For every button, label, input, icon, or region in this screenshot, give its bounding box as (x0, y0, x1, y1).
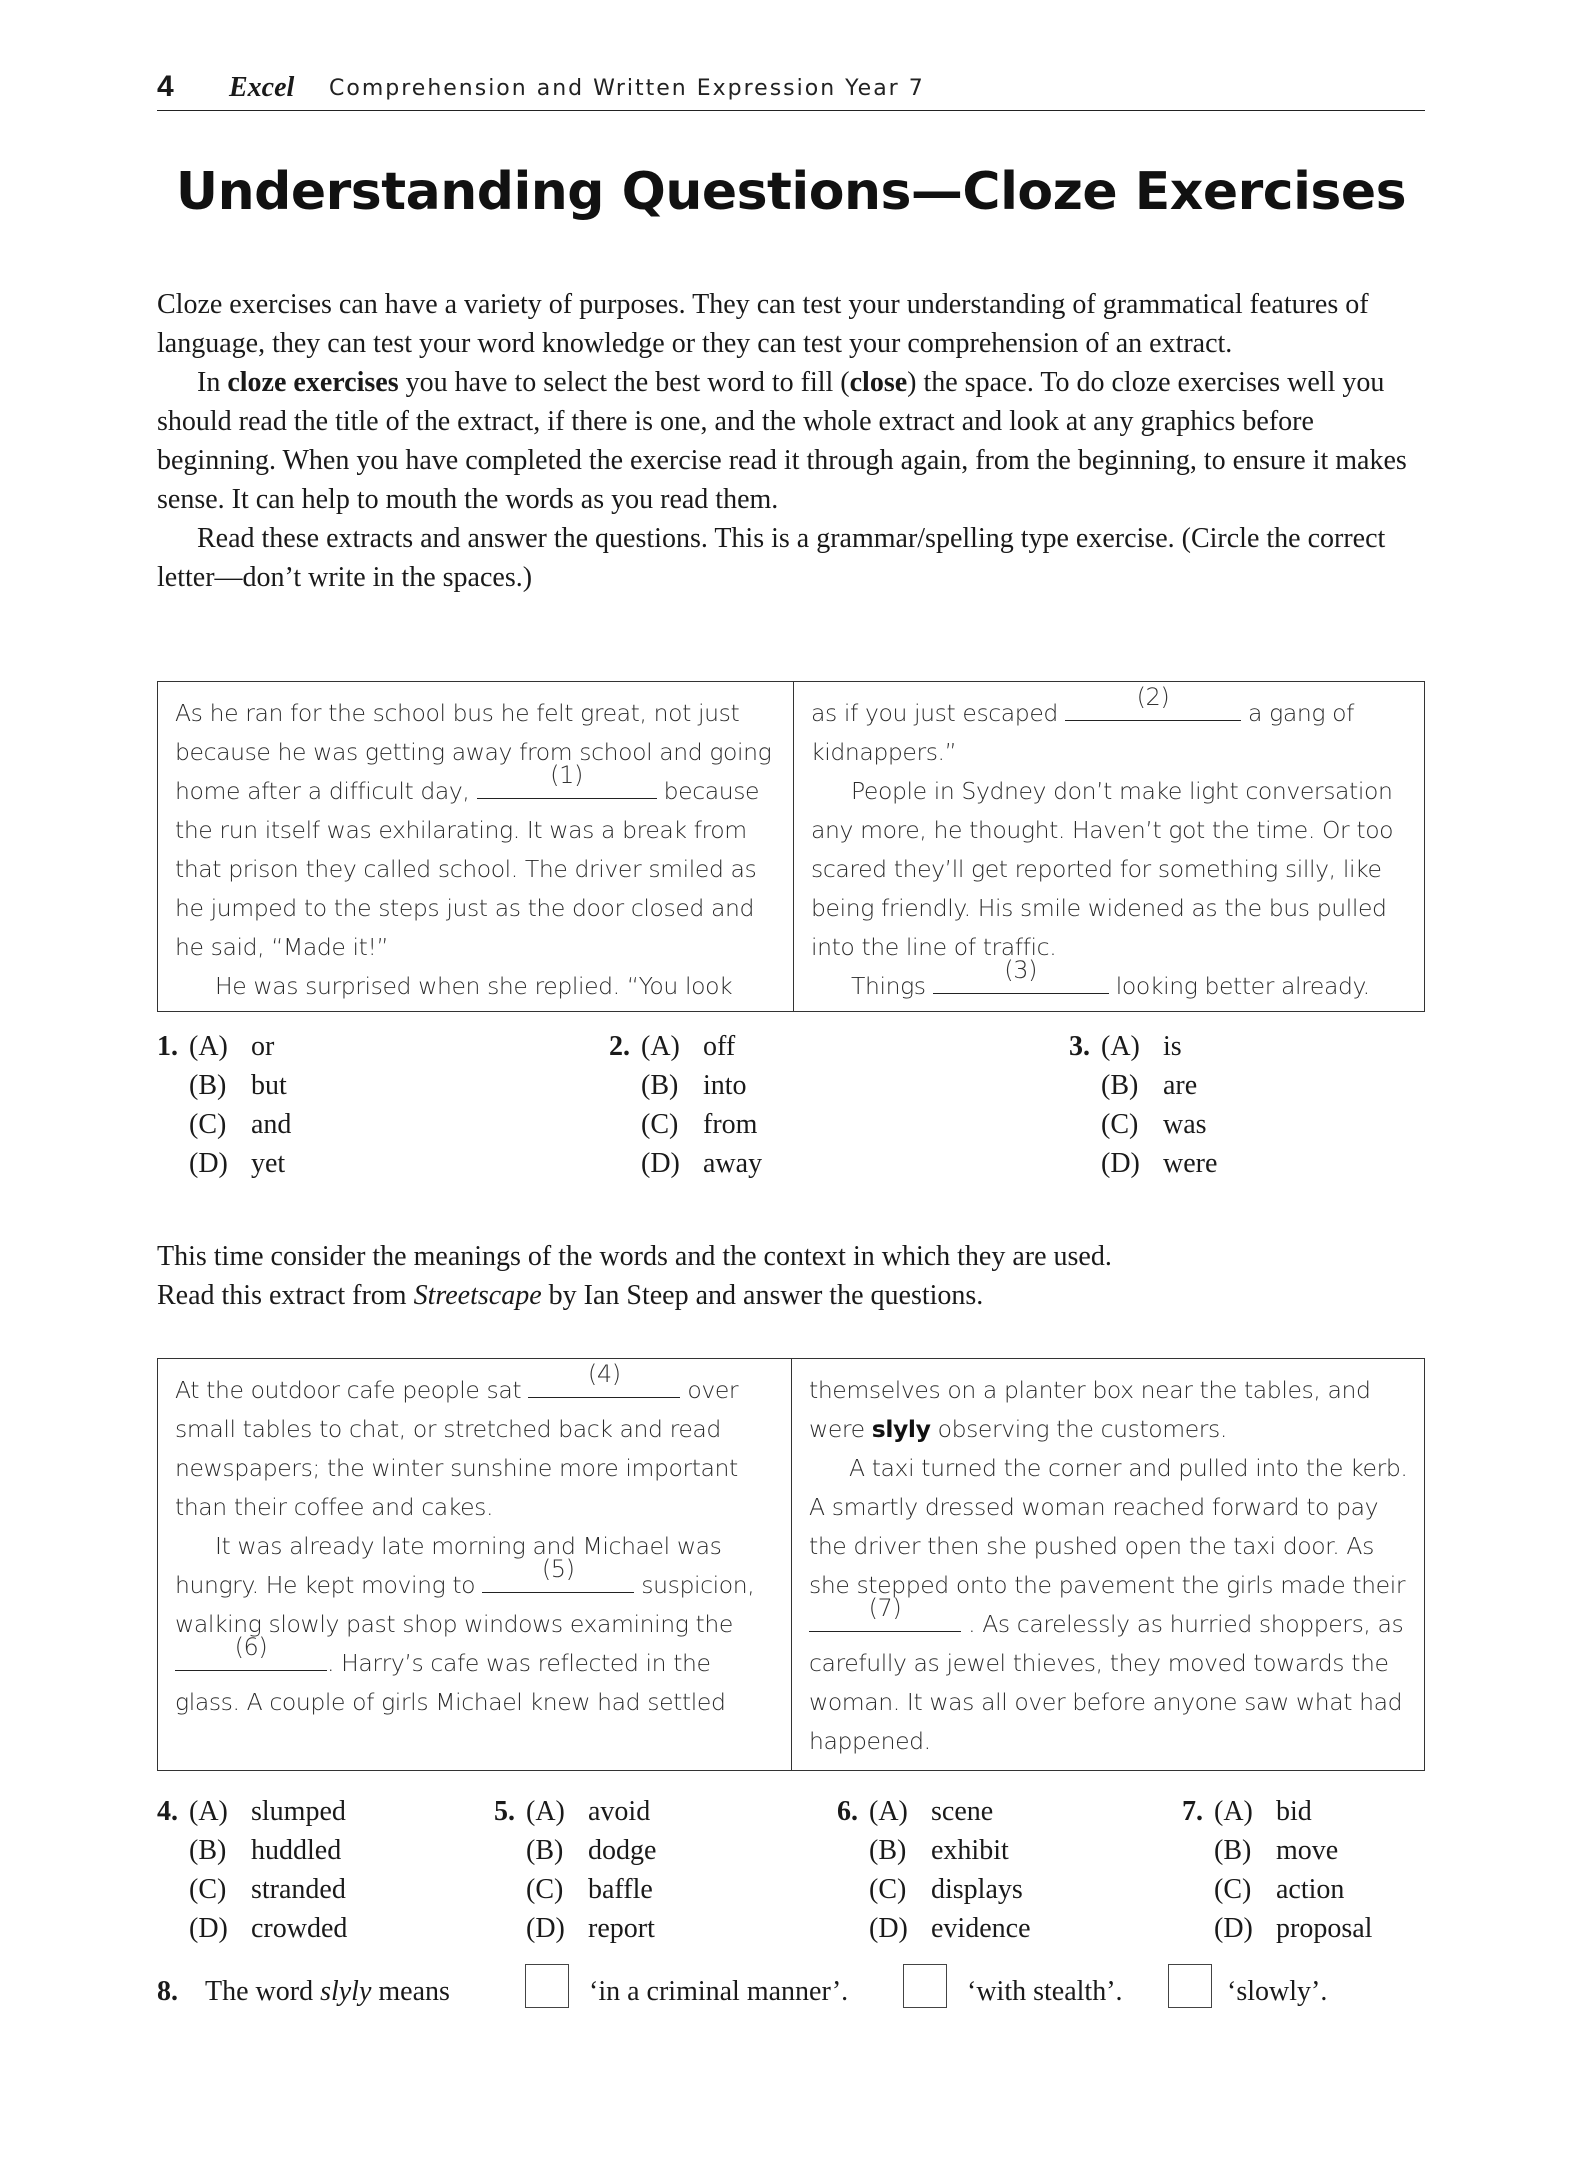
option-letter[interactable]: (B) (1214, 1835, 1252, 1866)
option-text: scene (931, 1796, 994, 1827)
option-text: were (1163, 1148, 1218, 1179)
extract-1-right-column (794, 682, 1424, 1011)
option-text: action (1276, 1874, 1345, 1905)
option-text: exhibit (931, 1835, 1009, 1866)
question-number: 2. (609, 1031, 630, 1062)
extract-1-paragraph: He was surprised when she replied. “You look (215, 972, 733, 1000)
answer-option[interactable] (189, 1870, 346, 1909)
answer-checkbox-stealth[interactable] (903, 1964, 947, 2008)
option-text: evidence (931, 1913, 1031, 1944)
text-run: Read this extract from (157, 1280, 414, 1311)
cloze-blank-1 (477, 761, 657, 799)
blank-number: (3) (1004, 956, 1038, 984)
extract-1-paragraph: People in Sydney don’t make light conversation any more, he thought. Haven’t got the time. Or too scared they’ll get reported for something silly, like being friendly. His smile widened as the bus pulled into the line of traffic. (811, 777, 1394, 961)
option-letter[interactable]: (C) (1101, 1109, 1139, 1140)
page-number: 4 (157, 70, 174, 103)
option-letter[interactable]: (A) (189, 1796, 228, 1827)
option-text: or (251, 1031, 275, 1062)
option-text: proposal (1276, 1913, 1373, 1944)
option-text: off (703, 1031, 736, 1062)
question-number: 4. (157, 1796, 178, 1827)
answer-option[interactable] (526, 1831, 656, 1870)
question-number: 5. (494, 1796, 515, 1827)
instruction-line-2 (157, 1276, 1427, 1315)
cloze-blank-2 (1065, 683, 1241, 721)
text-run: Things (851, 972, 933, 1000)
blank-number: (5) (541, 1555, 575, 1583)
option-text: slumped (251, 1796, 346, 1827)
option-text: baffle (588, 1874, 653, 1905)
extract-2-right-column (792, 1359, 1424, 1770)
extract-2-left-column (158, 1359, 791, 1770)
answer-option[interactable] (526, 1909, 655, 1948)
option-letter[interactable]: (D) (869, 1913, 908, 1944)
answer-checkbox-slowly[interactable] (1168, 1964, 1212, 2008)
question-number: 7. (1182, 1796, 1203, 1827)
option-letter[interactable]: (B) (189, 1835, 227, 1866)
text-run: means (371, 1976, 450, 2007)
choice-label: ‘with stealth’. (967, 1976, 1123, 2007)
answer-option[interactable] (1101, 1105, 1207, 1144)
extract-2-paragraph (175, 1527, 777, 1722)
option-text: but (251, 1070, 287, 1101)
option-letter[interactable]: (C) (1214, 1874, 1252, 1905)
extract-box-2 (157, 1358, 1425, 1771)
answer-option[interactable] (1214, 1909, 1372, 1948)
question-8 (157, 1968, 1427, 2018)
answer-option[interactable] (641, 1027, 735, 1066)
option-text: away (703, 1148, 763, 1179)
question-set-2 (157, 1792, 1427, 1952)
intro-paragraph-3: Read these extracts and answer the questions. This is a grammar/spelling type exercise. (Circle the correct letter—don’t write in the spaces.) (157, 523, 1386, 593)
cloze-blank-3 (933, 956, 1109, 994)
option-letter[interactable]: (A) (641, 1031, 680, 1062)
answer-option[interactable] (1214, 1792, 1312, 1831)
intro-text (157, 285, 1427, 597)
word-slyly: slyly (320, 1976, 372, 2007)
option-letter[interactable]: (D) (641, 1148, 680, 1179)
answer-option[interactable] (189, 1792, 346, 1831)
option-letter[interactable]: (B) (869, 1835, 907, 1866)
question-number: 8. (157, 1976, 178, 2007)
extract-1-left-column (158, 682, 793, 1011)
blank-number: (1) (550, 761, 583, 789)
answer-option[interactable] (189, 1144, 285, 1183)
option-letter[interactable]: (C) (641, 1109, 679, 1140)
answer-option[interactable] (869, 1831, 1009, 1870)
extract-1-paragraph (811, 956, 1410, 1006)
option-letter[interactable]: (D) (189, 1148, 228, 1179)
question-set-1 (157, 1027, 1427, 1187)
running-header (157, 68, 1425, 111)
option-text: from (703, 1109, 758, 1140)
cloze-blank-7 (809, 1594, 961, 1632)
extract-2-paragraph (809, 1449, 1410, 1761)
answer-option[interactable] (189, 1831, 341, 1870)
highlighted-word-slyly: slyly (871, 1415, 931, 1443)
text-run: The word (205, 1976, 321, 2007)
question-number: 3. (1069, 1031, 1090, 1062)
text-run: over small tables to chat, or stretched back and read newspapers; the winter sunshine more important than their coffee and cakes. (175, 1376, 739, 1521)
option-letter[interactable]: (B) (641, 1070, 679, 1101)
option-letter[interactable]: (B) (1101, 1070, 1139, 1101)
question-8-stem (205, 1972, 450, 2011)
answer-option[interactable] (189, 1027, 274, 1066)
answer-option[interactable] (869, 1792, 993, 1831)
blank-number: (2) (1136, 683, 1170, 711)
text-run: by Ian Steep and answer the questions. (541, 1280, 984, 1311)
answer-option[interactable] (526, 1792, 650, 1831)
text-run: as if you just escaped (811, 699, 1065, 727)
option-letter[interactable]: (D) (189, 1913, 228, 1944)
option-letter[interactable]: (A) (1214, 1796, 1253, 1827)
brand-name: Excel (229, 72, 295, 103)
answer-option[interactable] (526, 1870, 653, 1909)
option-letter[interactable]: (B) (189, 1070, 227, 1101)
answer-option[interactable] (1101, 1027, 1182, 1066)
answer-option[interactable] (869, 1909, 1031, 1948)
extract-2-paragraph (175, 1360, 777, 1527)
text-run: . Harry’s cafe was reflected in the glass. A couple of girls Michael knew had settled (175, 1649, 726, 1716)
blank-number: (4) (587, 1360, 621, 1388)
option-text: is (1163, 1031, 1182, 1062)
extract-1-paragraph (811, 683, 1410, 772)
text-run: looking better already. (1108, 972, 1370, 1000)
text-run: because the run itself was exhilarating. It was a break from that prison they called school. The driver smiled as he jumped to the steps just as the door closed and he said, “Made it!” (175, 777, 760, 961)
option-text: stranded (251, 1874, 346, 1905)
answer-option[interactable] (189, 1066, 287, 1105)
term-cloze-exercises: cloze exercises (227, 367, 399, 398)
answer-option[interactable] (641, 1066, 747, 1105)
text-run: you have to select the best word to fill ( (398, 367, 850, 398)
answer-option[interactable] (1214, 1870, 1344, 1909)
instruction-line-1: This time consider the meanings of the words and the context in which they are used. (157, 1241, 1112, 1272)
intro-paragraph-2 (157, 363, 1427, 519)
answer-option[interactable] (1214, 1831, 1338, 1870)
answer-option[interactable] (641, 1105, 757, 1144)
text-run: ) the space. To do cloze exercises well you should read the title of the extract, if there is one, and the whole extract and look at any graphics before beginning. When you have completed the exercise read it through again, from the beginning, to ensure it makes sense. It can help to mouth the words as you read them. (157, 367, 1407, 515)
option-text: into (703, 1070, 747, 1101)
extract-1-paragraph (175, 694, 779, 967)
answer-checkbox-criminal[interactable] (525, 1964, 569, 2008)
book-title-streetscape: Streetscape (413, 1280, 542, 1311)
text-run: a gang of kidnappers.” (811, 699, 1354, 766)
intro-paragraph-1: Cloze exercises can have a variety of purposes. They can test your understanding of grammatical features of language, they can test your word knowledge or they can test your comprehension of an extract. (157, 289, 1369, 359)
text-run: suspicion, walking slowly past shop windows examining the (175, 1571, 755, 1638)
book-title: Comprehension and Written Expression Year 7 (329, 76, 925, 101)
option-letter[interactable]: (C) (189, 1109, 227, 1140)
answer-option[interactable] (869, 1870, 1023, 1909)
text-run: . As carelessly as hurried shoppers, as carefully as jewel thieves, they moved towards the woman. It was all over before anyone saw what had happened. (809, 1610, 1404, 1755)
option-text: displays (931, 1874, 1023, 1905)
answer-option[interactable] (189, 1909, 347, 1948)
blank-number: (6) (234, 1633, 268, 1661)
extract-2-instructions (157, 1237, 1427, 1315)
text-run: As he ran for the school bus he felt great, not just because he was getting away from school and going home after a difficult day, (175, 699, 772, 805)
choice-label: ‘in a criminal manner’. (589, 1976, 849, 2007)
option-text: avoid (588, 1796, 651, 1827)
cloze-blank-4 (528, 1360, 680, 1398)
option-letter[interactable]: (A) (189, 1031, 228, 1062)
option-letter[interactable]: (C) (869, 1874, 907, 1905)
text-run: In (197, 367, 228, 398)
blank-number: (7) (868, 1594, 902, 1622)
choice-label: ‘slowly’. (1227, 1976, 1328, 2007)
text-run: observing the customers. (930, 1415, 1227, 1443)
option-letter[interactable]: (A) (1101, 1031, 1140, 1062)
extract-2-paragraph (809, 1371, 1410, 1449)
question-number: 6. (837, 1796, 858, 1827)
cloze-blank-6 (175, 1633, 327, 1671)
option-text: report (588, 1913, 655, 1944)
option-text: bid (1276, 1796, 1312, 1827)
option-letter[interactable]: (D) (526, 1913, 565, 1944)
answer-option[interactable] (1101, 1066, 1197, 1105)
option-text: dodge (588, 1835, 657, 1866)
option-letter[interactable]: (C) (526, 1874, 564, 1905)
question-number: 1. (157, 1031, 178, 1062)
option-text: yet (251, 1148, 286, 1179)
answer-option[interactable] (1101, 1144, 1217, 1183)
option-text: move (1276, 1835, 1339, 1866)
cloze-blank-5 (482, 1555, 634, 1593)
term-close: close (849, 367, 908, 398)
option-text: huddled (251, 1835, 342, 1866)
option-letter[interactable]: (B) (526, 1835, 564, 1866)
answer-option[interactable] (641, 1144, 762, 1183)
option-letter[interactable]: (D) (1214, 1913, 1253, 1944)
option-text: was (1163, 1109, 1207, 1140)
option-text: crowded (251, 1913, 348, 1944)
text-run: It was already late morning and Michael was hungry. He kept moving to (175, 1532, 722, 1599)
text-run: themselves on a planter box near the tables, and were (809, 1376, 1371, 1443)
option-text: and (251, 1109, 292, 1140)
option-letter[interactable]: (A) (869, 1796, 908, 1827)
option-letter[interactable]: (A) (526, 1796, 565, 1827)
page-title: Understanding Questions—Cloze Exercises (175, 162, 1407, 222)
option-letter[interactable]: (D) (1101, 1148, 1140, 1179)
option-text: are (1163, 1070, 1198, 1101)
text-run: A taxi turned the corner and pulled into the kerb. A smartly dressed woman reached forward to pay the driver then she pushed open the taxi door. As she stepped onto the pavement the girls made their (809, 1454, 1408, 1599)
answer-option[interactable] (189, 1105, 291, 1144)
extract-box-1 (157, 681, 1425, 1012)
option-letter[interactable]: (C) (189, 1874, 227, 1905)
text-run: At the outdoor cafe people sat (175, 1376, 529, 1404)
